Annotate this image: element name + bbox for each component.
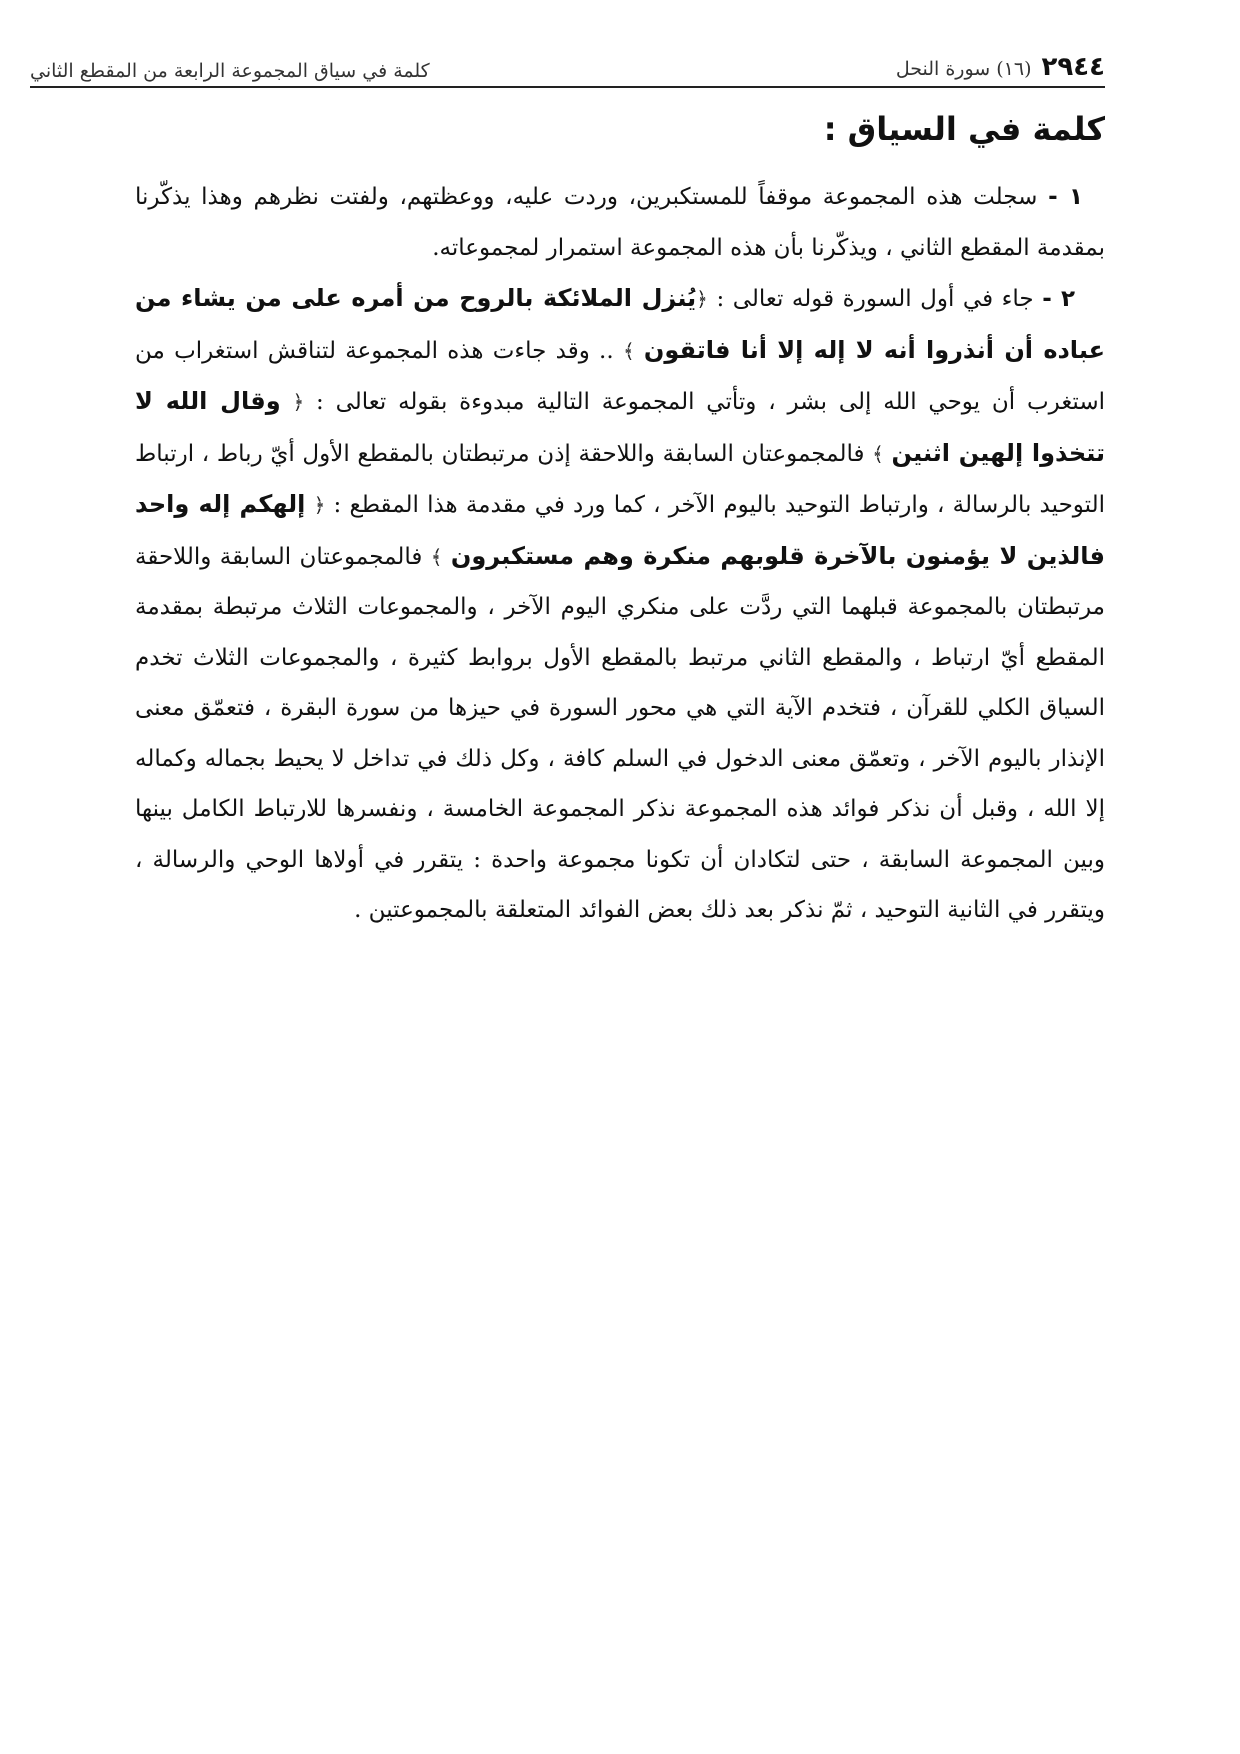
paragraph-number: ٢ - [1042, 286, 1076, 312]
paragraph-2 [135, 273, 1105, 936]
paragraph-text: .. وقد جاءت هذه المجموعة لتناقش استغراب من استغرب أن يوحي الله إلى بشر ، وتأتي المجموعة التالية مبدوءة بقوله تعالى : [135, 337, 1106, 415]
quran-verse: إلهكم إله واحد فالذين لا يؤمنون بالآخرة قلوبهم منكرة وهم مستكبرون [135, 490, 1105, 570]
page-header [30, 46, 1105, 88]
quran-bracket-close: ﴾ [872, 441, 884, 466]
section-title: كلمة في السياق : [823, 110, 1105, 148]
quran-bracket-close: ﴾ [430, 544, 443, 569]
quran-bracket-close: ﴾ [622, 338, 635, 363]
quran-bracket-open: ﴿ [313, 493, 326, 517]
paragraph-text: فالمجموعتان السابقة واللاحقة إذن مرتبطتان بالمقطع الأول أيّ رباط ، ارتباط التوحيد بالرسالة ، وارتباط التوحيد باليوم الآخر ، كما ورد في مقدمة هذا المقطع : [135, 440, 1106, 518]
paragraph-1 [135, 172, 1105, 273]
quran-bracket-open: ﴿ [292, 390, 305, 414]
paragraph-text: سجلت هذه المجموعة موقفاً للمستكبرين، وردت عليه، ووعظتهم، ولفتت نظرهم وهذا يذكّرنا بمقدمة المقطع الثاني ، ويذكّرنا بأن هذه المجموعة استمرار لمجموعاته. [135, 184, 1105, 261]
quran-bracket-open: ﴿ [696, 287, 708, 311]
surah-title: (١٦) سورة النحل [895, 58, 1032, 80]
running-title: كلمة في سياق المجموعة الرابعة من المقطع الثاني [30, 60, 430, 82]
quran-verse: يُنزل الملائكة بالروح من أمره على من يشاء من عباده أن أنذروا أنه لا إله إلا أنا فاتقون [135, 284, 1106, 364]
quran-verse: وقال الله لا تتخذوا إلهين اثنين [135, 387, 1106, 467]
page-number: ٢٩٤٤ [1041, 52, 1105, 82]
paragraph-text: جاء في أول السورة قوله تعالى : [716, 286, 1034, 312]
header-right [896, 52, 1105, 82]
paragraph-number: ١ - [1048, 184, 1083, 210]
body-text [135, 172, 1105, 936]
paragraph-text: فالمجموعتان السابقة واللاحقة مرتبطتان بالمجموعة قبلهما التي ردَّت على منكري اليوم الآخر ، والمجموعات الثلاث مرتبطة بمقدمة المقطع أيّ ارتباط ، والمقطع الثاني مرتبط بالمقطع الأول بروابط كثيرة ، والمجموعات الثلاث تخدم السياق الكلي للقرآن ، فتخدم الآية التي هي محور السورة في حيزها من سورة البقرة ، فتعمّق معنى الإنذار باليوم الآخر ، وتعمّق معنى الدخول في السلم كافة ، وكل ذلك في تداخل لا يحيط بجماله وكماله إلا الله ، وقبل أن نذكر فوائد هذه المجموعة نذكر المجموعة الخامسة ، ونفسرها للارتباط الكامل بينها وبين المجموعة السابقة ، حتى لتكادان أن تكونا مجموعة واحدة : يتقرر في أولاها الوحي والرسالة ، ويتقرر في الثانية التوحيد ، ثمّ نذكر بعد ذلك بعض الفوائد المتعلقة بالمجموعتين . [135, 543, 1105, 923]
